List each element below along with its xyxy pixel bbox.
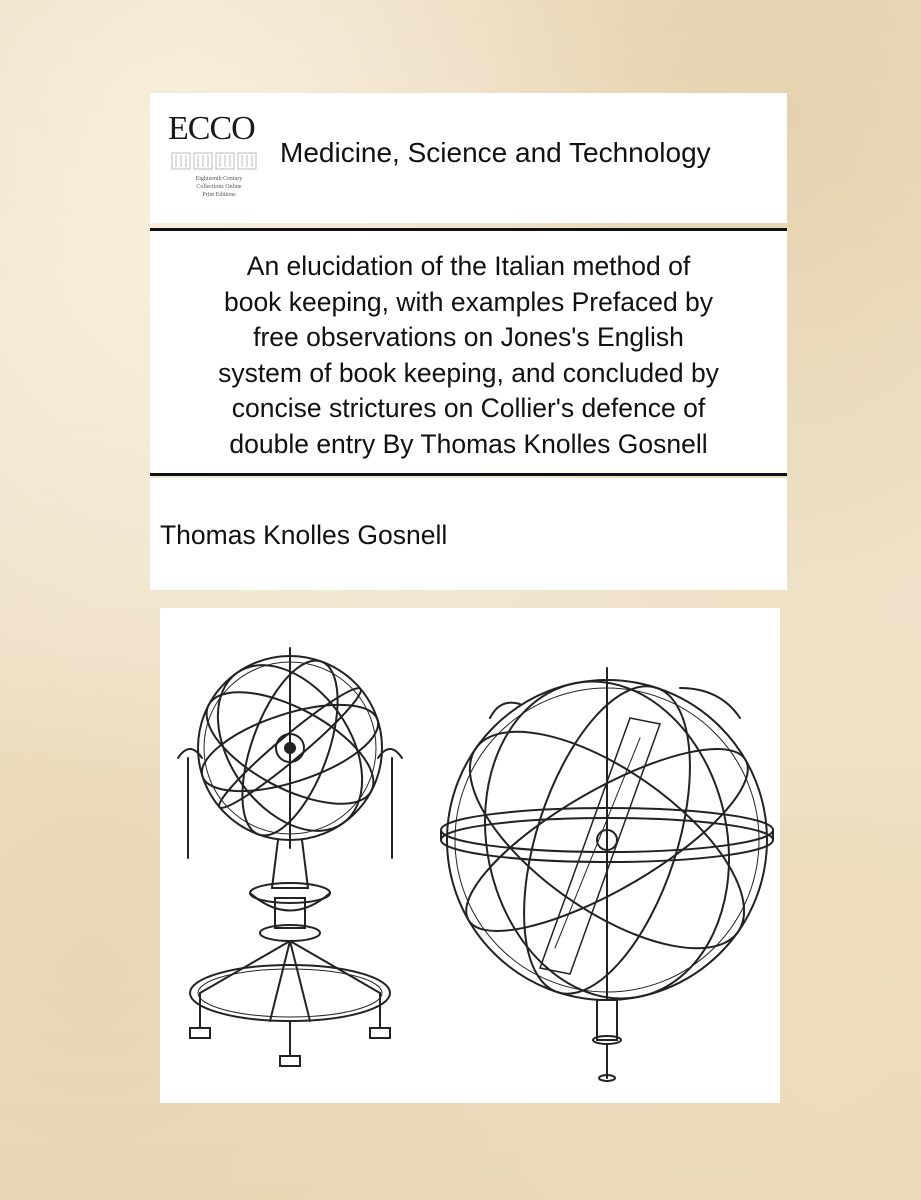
series-title: Medicine, Science and Technology: [280, 137, 711, 168]
book-title-line: book keeping, with examples Prefaced by: [223, 286, 714, 317]
author-name: Thomas Knolles Gosnell: [160, 520, 448, 550]
book-title-line: concise strictures on Collier's defence of: [231, 393, 706, 423]
ecco-caption-line: Eighteenth Century: [195, 176, 243, 182]
cover-illustration: [160, 608, 780, 1103]
ecco-logo: [168, 109, 266, 209]
columns-icon: [170, 151, 260, 171]
ecco-caption-line: Print Editions: [202, 192, 236, 198]
series-header: [150, 93, 787, 223]
right-armillary-sphere: [436, 659, 778, 1081]
author-block: [150, 478, 787, 590]
ecco-caption-line: Collections Online: [196, 184, 242, 190]
ecco-logo-caption: [174, 175, 264, 199]
title-block: [150, 228, 787, 476]
book-title-line: free observations on Jones's English: [253, 322, 684, 352]
book-title-line: system of book keeping, and concluded by: [218, 357, 719, 388]
armillary-spheres-illustration: [160, 608, 780, 1103]
book-title: [150, 249, 787, 462]
ecco-logo-letters: ECCO: [168, 110, 255, 147]
left-armillary-sphere: [178, 638, 402, 1066]
book-title-line: An elucidation of the Italian method of: [246, 251, 691, 281]
book-title-line: double entry By Thomas Knolles Gosnell: [229, 428, 708, 459]
